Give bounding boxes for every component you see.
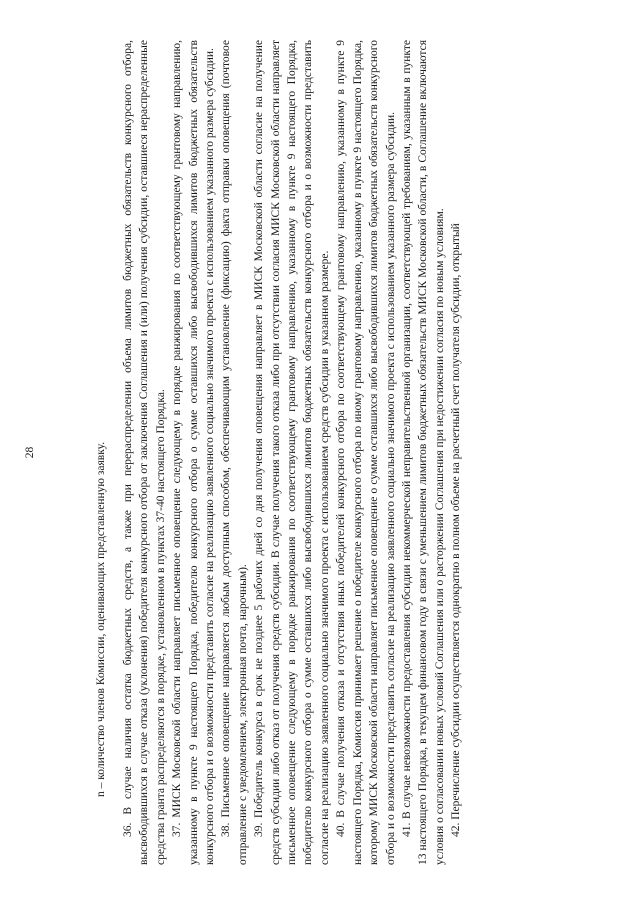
paragraph-42: 42. Перечисление субсидии осуществляется однократно в полном объеме на расчетный счет получателя субсидии, открытый xyxy=(450,223,463,837)
paragraph-40: 40. В случае получения отказа и отсутствия иных победителей конкурсного отбора по соответствующему грантовому направлению, указанному в пункте 9 настоящего Порядка, Комиссия принимает решение о победителе конкурсного отбора по иному грантовому направлению, указанному в пункте 9 настоящего Порядка, которому МИСК Московской области направляет письменное оповещение о сумме оставшихся либо высвободившихся лимитов бюджетных обязательств конкурсного отбора и о возможности представить согласие на реализацию заявленного социально значимого проекта с использованием указанного размера субсидии. xyxy=(335,40,397,865)
page-number: 28 xyxy=(24,446,36,459)
paragraph-37: 37. МИСК Московской области направляет письменное оповещение следующему в порядке ранжирования по соответствующему грантовому направлению, указанному в пункте 9 настоящего Порядка, победителю конкурсного отбора о сумме оставшихся либо высвободившихся лимитов бюджетных обязательств конкурсного отбора и о возможности представить согласие на реализацию заявленного социально значимого проекта с использованием указанного размера субсидии. xyxy=(171,40,217,865)
paragraph-38: 38. Письменное оповещение направляется любым доступным способом, обеспечивающим установление (фиксацию) факта отправки оповещения (почтовое отправление с уведомлением, электронная почта, нарочным). xyxy=(220,40,249,865)
paragraph-36: 36. В случае наличия остатка бюджетных средств, а также при перераспределении объема лимитов бюджетных обязательств конкурсного отбора, высвободившихся в случае отказа (уклонения) победителя конкурсного отбора от заключения Соглашения и (или) получения субсидии, оставшиеся нераспределенные средства гранта распределяются в порядке, установленном в пунктах 37-40 настоящего Порядка. xyxy=(122,40,167,865)
paragraph-41: 41. В случае невозможности предоставления субсидии некоммерческой неправительственной организации, соответствующей требованиям, указанным в пункте 13 настоящего Порядка, в текущем финансовом году в связи с уменьшением лимитов бюджетных обязательств МИСК Московской области, в Соглашение включаются условия о согласовании новых условий Соглашения или о расторжении Соглашения при недостижении согласия по новым условиям. xyxy=(400,40,446,865)
paragraph-39: 39. Победитель конкурса в срок не позднее 5 рабочих дней со дня получения оповещения направляет в МИСК Московской области согласие на получение средств субсидии либо отказ от получения средств субсидии. В случае получения такого отказа либо при отсутствии согласия МИСК Московской области направляет письменное оповещение следующему в порядке ранжирования по соответствующему грантовому направлению, указанному в пункте 9 настоящего Порядка, победителю конкурсного отбора о сумме оставшихся либо высвободившихся лимитов бюджетных обязательств конкурсного отбора и о возможности представить согласие на реализацию заявленного социально значимого проекта с использованием средств субсидии в указанном размере. xyxy=(253,40,331,865)
formula-note: n – количество членов Комиссии, оценивающих представленную заявку. xyxy=(95,441,107,797)
document-body xyxy=(120,40,465,865)
